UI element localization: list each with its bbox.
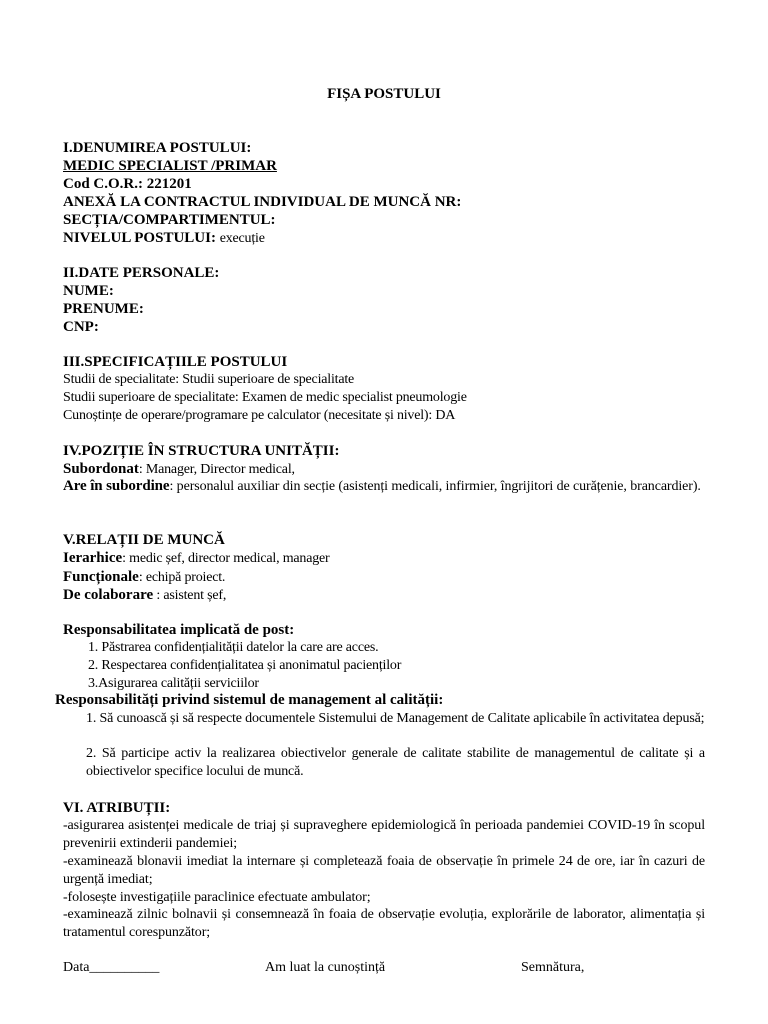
functional-label: Funcționale [63,569,139,585]
first-name-field [63,300,144,318]
section5-heading: V.RELAȚII DE MUNCĂ [63,532,225,548]
contract-annex: ANEXĂ LA CONTRACTUL INDIVIDUAL DE MUNCĂ NR: [63,194,462,210]
subordinate-to [63,460,295,479]
responsibility-item: 3.Asigurarea calității serviciilor [88,676,259,691]
spec-line: Studii superioare de specialitate: Examen de medic specialist pneumologie [63,390,467,405]
position-name: MEDIC SPECIALIST /PRIMAR [63,158,277,174]
responsibility-item: 1. Păstrarea confidențialității datelor la care are acces. [88,640,379,655]
subordinate-to-value: : Manager, Director medical, [138,462,295,477]
quality-item: 1. Să cunoască și să respecte documentele Sistemului de Management de Calitate aplicabile în activitatea depusă; [86,711,705,726]
responsibility-item: 2. Respectarea confidențialitatea și anonimatul pacienților [88,658,402,673]
hierarchical-relations [63,549,330,568]
date-field: Data__________ [63,960,160,975]
section3-heading: III.SPECIFICAȚIILE POSTULUI [63,354,288,370]
section2-heading: II.DATE PERSONALE: [63,265,220,281]
position-level [63,229,265,248]
functional-value: : echipă proiect. [138,570,226,585]
signature-label: Semnătura, [521,960,585,975]
collaboration-label: De colaborare [63,587,154,603]
collaboration-value: : asistent șef, [153,588,227,603]
last-name-label: NUME: [63,283,114,299]
collaboration-relations [63,586,226,605]
document-title: FIȘA POSTULUI [327,86,441,102]
department-label: SECȚIA/COMPARTIMENTUL: [63,212,276,228]
subordinates-value: : personalul auxiliar din secție (asistenți medicali, infirmier, îngrijitori de curățenie, brancardier). [169,479,701,494]
first-name-label: PRENUME: [63,301,144,317]
cor-code: Cod C.O.R.: 221201 [63,176,192,192]
spec-line: Studii de specialitate: Studii superioare de specialitate [63,372,355,387]
responsibility-heading: Responsabilitatea implicată de post: [63,622,295,638]
subordinates-paragraph [63,478,705,496]
duty-item: -examinează blonavii imediat la internare și completează foaia de observație în primele 24 de ore, iar în cazuri de urgență imediat; [63,854,705,887]
subordinate-to-label: Subordonat [63,461,139,477]
acknowledgement-label: Am luat la cunoștință [265,960,386,975]
section1-heading: I.DENUMIREA POSTULUI: [63,140,252,156]
hierarchical-value: : medic șef, director medical, manager [122,551,330,566]
cnp-label: CNP: [63,319,99,335]
hierarchical-label: Ierarhice [63,550,123,566]
quality-item: 2. Să participe activ la realizarea obiectivelor generale de calitate stabilite de managementul de calitate și a obiectivelor specifice locului de muncă. [86,746,705,779]
section6-heading: VI. ATRIBUȚII: [63,800,171,816]
section4-heading: IV.POZIȚIE ÎN STRUCTURA UNITĂȚII: [63,443,340,459]
duty-item: -examinează zilnic bolnavii și consemnează în foaia de observație evoluția, explorările de laborator, alimentația și tratamentul corespunzător; [63,907,705,940]
position-level-value: execuție [219,231,265,246]
duty-item: -folosește investigațiile paraclinice efectuate ambulator; [63,890,371,905]
spec-line: Cunoștințe de operare/programare pe calculator (necesitate și nivel): DA [63,408,456,423]
functional-relations [63,568,225,587]
position-level-label: NIVELUL POSTULUI: [63,230,216,246]
quality-heading: Responsabilități privind sistemul de management al calității: [55,692,444,708]
duty-item: -asigurarea asistenței medicale de triaj și supraveghere epidemiologică în perioada pandemiei COVID-19 în scopul prevenirii extinderii pandemiei; [63,818,705,851]
subordinates-label: Are în subordine [63,478,170,494]
